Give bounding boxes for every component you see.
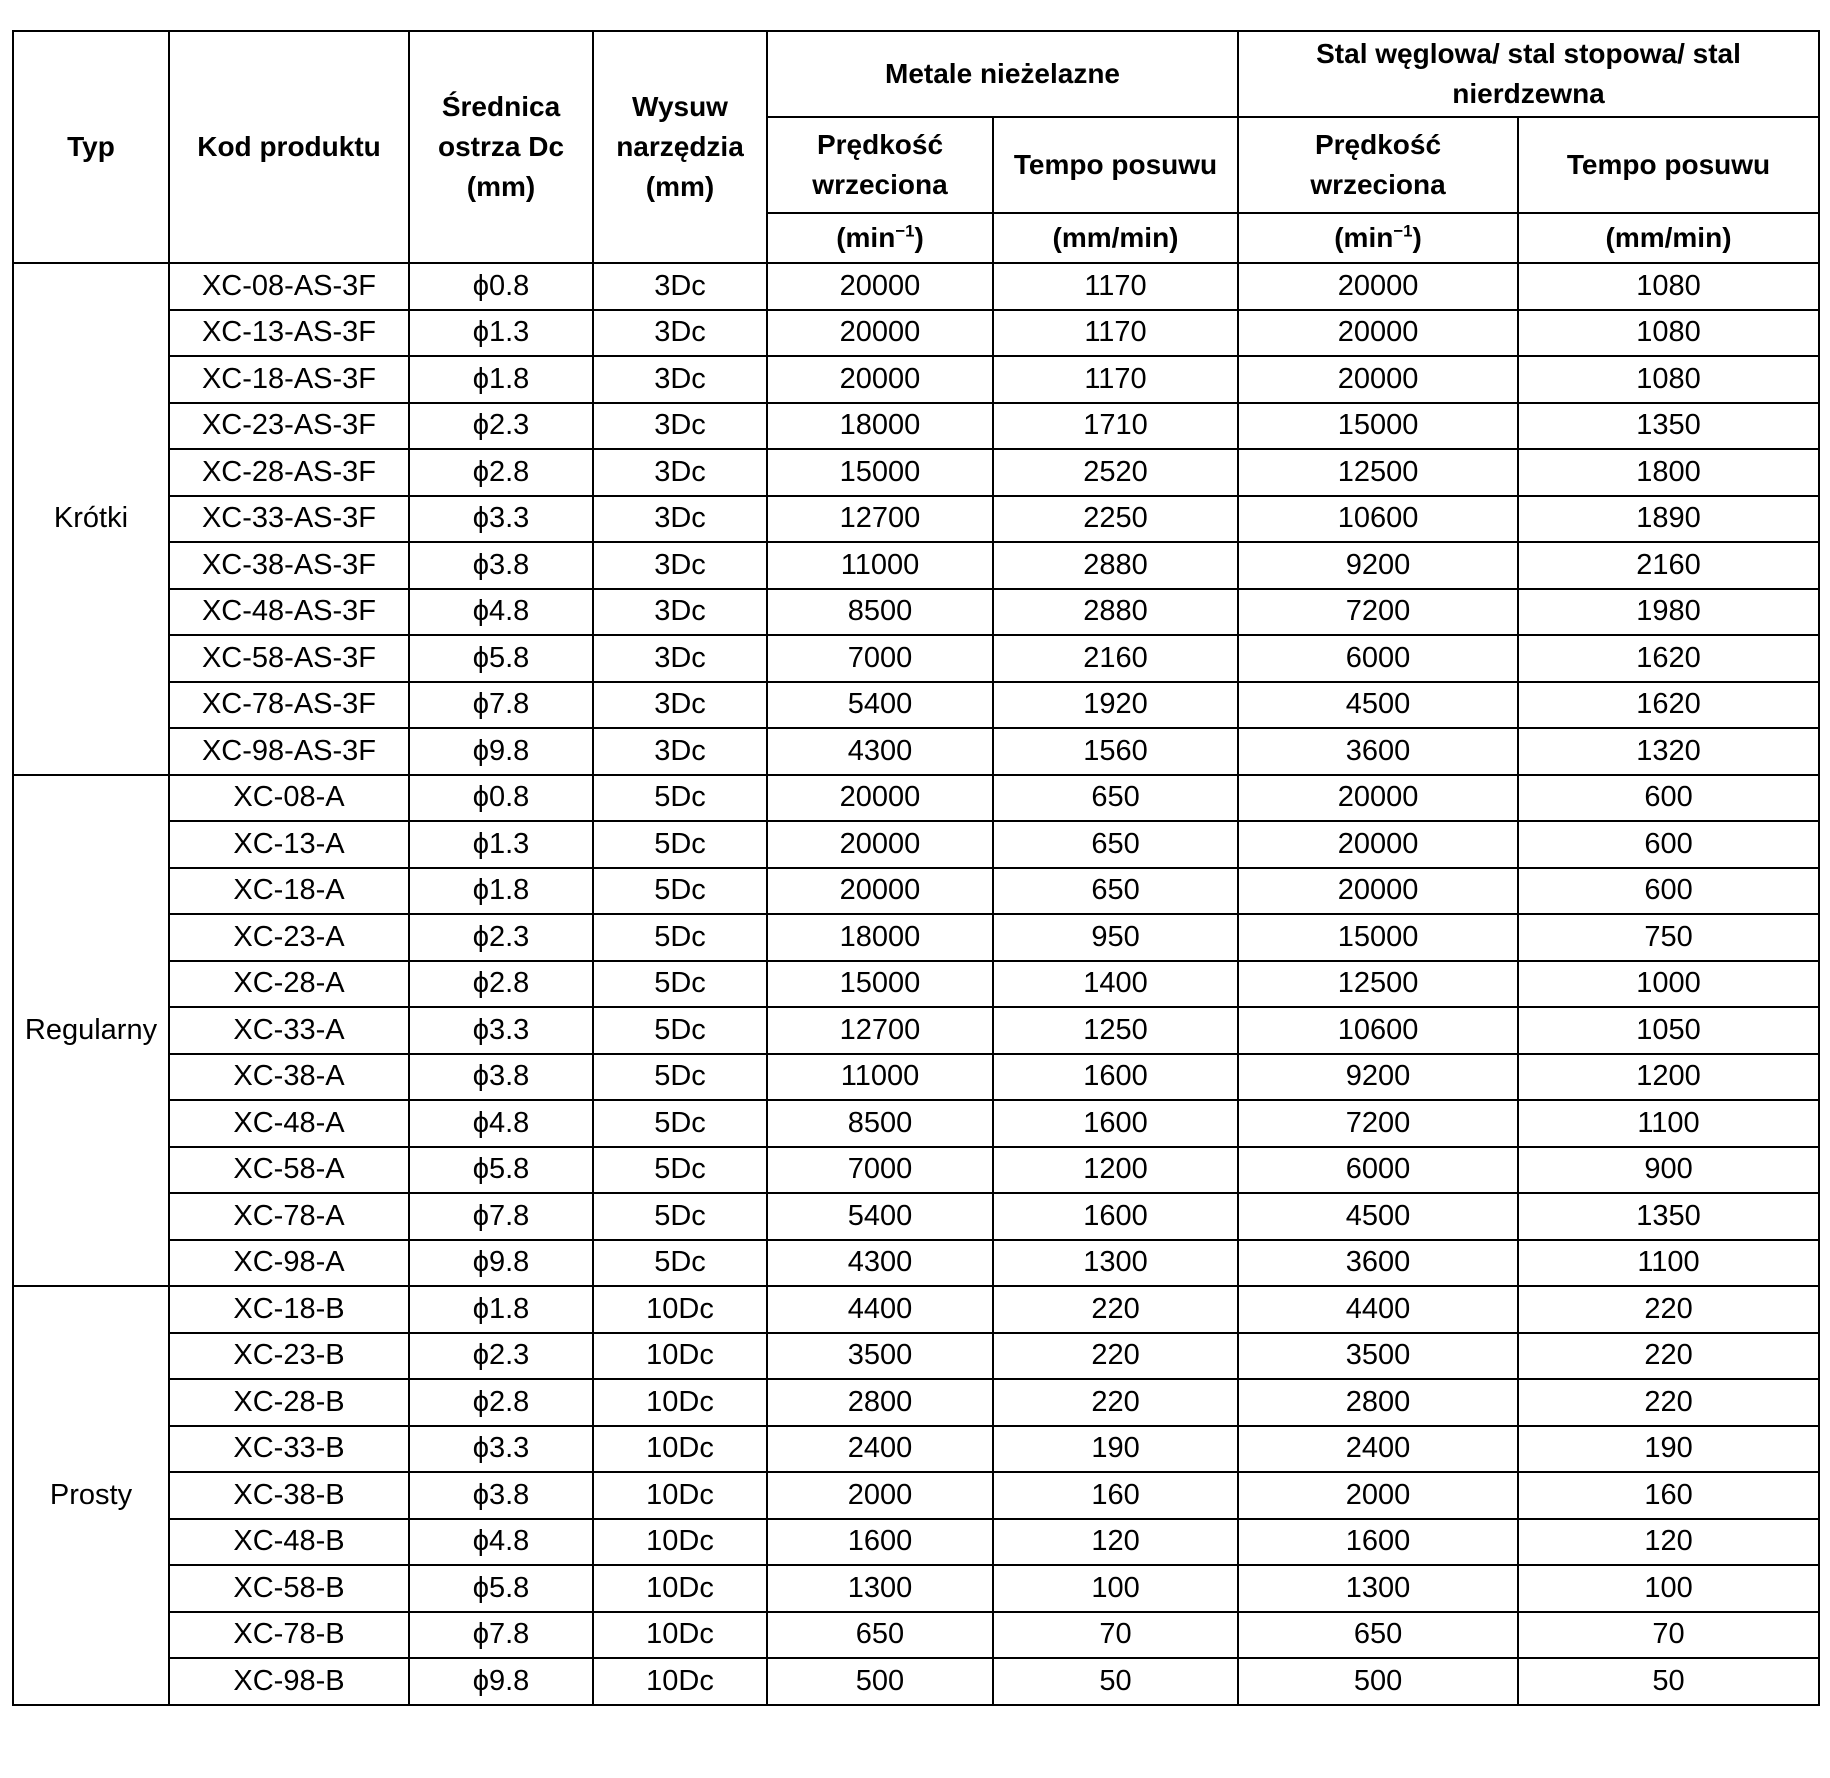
cell-kod-produktu: XC-08-AS-3F <box>169 263 409 310</box>
cell-wysuw: 5Dc <box>593 961 767 1008</box>
cell-feed-steel: 1080 <box>1518 356 1819 403</box>
cell-feed-steel: 1350 <box>1518 1193 1819 1240</box>
cell-speed-nonferrous: 20000 <box>767 263 993 310</box>
cell-srednica: ϕ3.3 <box>409 1007 593 1054</box>
cell-feed-steel: 1800 <box>1518 449 1819 496</box>
cell-feed-nonferrous: 160 <box>993 1472 1238 1519</box>
cell-kod-produktu: XC-58-B <box>169 1565 409 1612</box>
cell-feed-steel: 1200 <box>1518 1054 1819 1101</box>
cell-kod-produktu: XC-48-A <box>169 1100 409 1147</box>
cell-speed-steel: 12500 <box>1238 449 1518 496</box>
table-row <box>13 1426 1819 1473</box>
cell-speed-steel: 2400 <box>1238 1426 1518 1473</box>
cell-feed-steel: 600 <box>1518 775 1819 822</box>
cell-wysuw: 10Dc <box>593 1426 767 1473</box>
cell-speed-nonferrous: 15000 <box>767 961 993 1008</box>
cell-feed-nonferrous: 100 <box>993 1565 1238 1612</box>
cell-srednica: ϕ2.3 <box>409 914 593 961</box>
table-row <box>13 356 1819 403</box>
cell-srednica: ϕ7.8 <box>409 682 593 729</box>
cell-speed-steel: 4500 <box>1238 682 1518 729</box>
header-srednica-line2: ostrza Dc <box>437 131 565 162</box>
unit-speed-exponent: −1 <box>895 221 915 241</box>
header-srednica-line3: (mm) <box>466 171 536 202</box>
cell-speed-steel: 20000 <box>1238 263 1518 310</box>
cell-feed-nonferrous: 1600 <box>993 1193 1238 1240</box>
cell-speed-nonferrous: 12700 <box>767 1007 993 1054</box>
table-row <box>13 1147 1819 1194</box>
cell-speed-nonferrous: 500 <box>767 1658 993 1705</box>
cell-speed-nonferrous: 650 <box>767 1612 993 1659</box>
cell-speed-nonferrous: 1300 <box>767 1565 993 1612</box>
cell-wysuw: 3Dc <box>593 449 767 496</box>
cell-kod-produktu: XC-38-B <box>169 1472 409 1519</box>
cell-srednica: ϕ3.3 <box>409 496 593 543</box>
table-row <box>13 868 1819 915</box>
cell-wysuw: 10Dc <box>593 1658 767 1705</box>
cell-speed-steel: 20000 <box>1238 310 1518 357</box>
cell-srednica: ϕ3.3 <box>409 1426 593 1473</box>
cell-speed-steel: 15000 <box>1238 914 1518 961</box>
cell-kod-produktu: XC-78-A <box>169 1193 409 1240</box>
cell-feed-nonferrous: 190 <box>993 1426 1238 1473</box>
cell-feed-nonferrous: 1710 <box>993 403 1238 450</box>
cell-wysuw: 3Dc <box>593 310 767 357</box>
cell-wysuw: 3Dc <box>593 403 767 450</box>
cell-speed-steel: 3500 <box>1238 1333 1518 1380</box>
header-speed-nonferrous <box>767 117 993 213</box>
cell-feed-nonferrous: 220 <box>993 1379 1238 1426</box>
cell-feed-steel: 1890 <box>1518 496 1819 543</box>
cell-speed-steel: 20000 <box>1238 821 1518 868</box>
cell-wysuw: 10Dc <box>593 1333 767 1380</box>
table-row <box>13 1333 1819 1380</box>
header-kod-produktu: Kod produktu <box>169 31 409 263</box>
cell-speed-nonferrous: 7000 <box>767 1147 993 1194</box>
cell-kod-produktu: XC-13-A <box>169 821 409 868</box>
cell-speed-steel: 7200 <box>1238 589 1518 636</box>
cell-speed-steel: 20000 <box>1238 868 1518 915</box>
cell-speed-nonferrous: 11000 <box>767 1054 993 1101</box>
table-row <box>13 961 1819 1008</box>
cell-speed-nonferrous: 20000 <box>767 356 993 403</box>
table-row <box>13 1240 1819 1287</box>
cell-wysuw: 3Dc <box>593 263 767 310</box>
cell-srednica: ϕ1.3 <box>409 310 593 357</box>
unit-speed-base: (min <box>1334 222 1394 253</box>
cell-speed-steel: 6000 <box>1238 1147 1518 1194</box>
table-row <box>13 682 1819 729</box>
table-row <box>13 310 1819 357</box>
cell-kod-produktu: XC-13-AS-3F <box>169 310 409 357</box>
cell-feed-steel: 1080 <box>1518 310 1819 357</box>
cell-feed-steel: 1080 <box>1518 263 1819 310</box>
table-row <box>13 728 1819 775</box>
cell-wysuw: 10Dc <box>593 1565 767 1612</box>
header-unit-speed-nonferrous <box>767 213 993 263</box>
cell-feed-steel: 1000 <box>1518 961 1819 1008</box>
table-row <box>13 542 1819 589</box>
cell-speed-steel: 650 <box>1238 1612 1518 1659</box>
table-row <box>13 1379 1819 1426</box>
unit-speed-base: (min <box>836 222 896 253</box>
table-row <box>13 775 1819 822</box>
cell-feed-nonferrous: 1560 <box>993 728 1238 775</box>
cell-srednica: ϕ0.8 <box>409 775 593 822</box>
cell-feed-steel: 1100 <box>1518 1240 1819 1287</box>
cell-speed-nonferrous: 20000 <box>767 868 993 915</box>
cell-feed-steel: 1980 <box>1518 589 1819 636</box>
cell-feed-nonferrous: 1400 <box>993 961 1238 1008</box>
cell-speed-nonferrous: 8500 <box>767 1100 993 1147</box>
cell-feed-nonferrous: 220 <box>993 1333 1238 1380</box>
table-row <box>13 496 1819 543</box>
cell-wysuw: 10Dc <box>593 1519 767 1566</box>
table-row <box>13 821 1819 868</box>
cell-wysuw: 5Dc <box>593 775 767 822</box>
cell-feed-steel: 220 <box>1518 1333 1819 1380</box>
cell-feed-steel: 100 <box>1518 1565 1819 1612</box>
cell-kod-produktu: XC-33-AS-3F <box>169 496 409 543</box>
cell-srednica: ϕ7.8 <box>409 1193 593 1240</box>
cell-srednica: ϕ2.3 <box>409 403 593 450</box>
cell-speed-steel: 7200 <box>1238 1100 1518 1147</box>
table-row <box>13 589 1819 636</box>
cell-feed-nonferrous: 1170 <box>993 356 1238 403</box>
header-typ: Typ <box>13 31 169 263</box>
cell-feed-steel: 1620 <box>1518 682 1819 729</box>
cell-kod-produktu: XC-98-A <box>169 1240 409 1287</box>
cell-feed-steel: 600 <box>1518 821 1819 868</box>
cell-feed-steel: 120 <box>1518 1519 1819 1566</box>
cell-srednica: ϕ9.8 <box>409 728 593 775</box>
cell-wysuw: 10Dc <box>593 1612 767 1659</box>
header-speed-line1: Prędkość <box>1314 129 1442 160</box>
cell-speed-steel: 20000 <box>1238 775 1518 822</box>
table-row <box>13 635 1819 682</box>
table-row <box>13 914 1819 961</box>
cell-wysuw: 5Dc <box>593 1054 767 1101</box>
cell-wysuw: 3Dc <box>593 589 767 636</box>
cell-feed-nonferrous: 1170 <box>993 310 1238 357</box>
cell-feed-steel: 70 <box>1518 1612 1819 1659</box>
cell-srednica: ϕ3.8 <box>409 1472 593 1519</box>
cell-srednica: ϕ5.8 <box>409 635 593 682</box>
cell-feed-nonferrous: 70 <box>993 1612 1238 1659</box>
cell-speed-nonferrous: 2000 <box>767 1472 993 1519</box>
header-group-stal-line2: nierdzewna <box>1452 78 1605 109</box>
cell-wysuw: 3Dc <box>593 682 767 729</box>
cell-feed-nonferrous: 2880 <box>993 542 1238 589</box>
cell-feed-steel: 1050 <box>1518 1007 1819 1054</box>
cell-kod-produktu: XC-28-AS-3F <box>169 449 409 496</box>
type-cell: Regularny <box>13 775 169 1287</box>
cell-kod-produktu: XC-98-AS-3F <box>169 728 409 775</box>
cell-wysuw: 5Dc <box>593 821 767 868</box>
cell-srednica: ϕ9.8 <box>409 1658 593 1705</box>
header-group-stal <box>1238 31 1819 117</box>
cell-feed-nonferrous: 2520 <box>993 449 1238 496</box>
cell-srednica: ϕ2.3 <box>409 1333 593 1380</box>
cell-speed-steel: 6000 <box>1238 635 1518 682</box>
cell-feed-nonferrous: 2160 <box>993 635 1238 682</box>
cell-wysuw: 5Dc <box>593 1147 767 1194</box>
cell-speed-nonferrous: 4300 <box>767 728 993 775</box>
cell-srednica: ϕ3.8 <box>409 542 593 589</box>
cell-speed-nonferrous: 5400 <box>767 1193 993 1240</box>
cell-srednica: ϕ1.3 <box>409 821 593 868</box>
cell-feed-nonferrous: 650 <box>993 775 1238 822</box>
cell-wysuw: 5Dc <box>593 1100 767 1147</box>
cell-speed-nonferrous: 2800 <box>767 1379 993 1426</box>
cell-srednica: ϕ5.8 <box>409 1565 593 1612</box>
cell-speed-steel: 3600 <box>1238 728 1518 775</box>
cell-speed-nonferrous: 18000 <box>767 914 993 961</box>
header-speed-line2: wrzeciona <box>812 169 948 200</box>
cell-wysuw: 5Dc <box>593 868 767 915</box>
cell-kod-produktu: XC-18-A <box>169 868 409 915</box>
cell-kod-produktu: XC-23-AS-3F <box>169 403 409 450</box>
cell-wysuw: 5Dc <box>593 1193 767 1240</box>
cell-speed-steel: 1300 <box>1238 1565 1518 1612</box>
cell-kod-produktu: XC-23-A <box>169 914 409 961</box>
table-row <box>13 449 1819 496</box>
cell-kod-produktu: XC-38-A <box>169 1054 409 1101</box>
header-group-metale-niezelazne: Metale nieżelazne <box>767 31 1238 117</box>
cell-kod-produktu: XC-78-B <box>169 1612 409 1659</box>
cell-wysuw: 3Dc <box>593 635 767 682</box>
cell-feed-nonferrous: 1250 <box>993 1007 1238 1054</box>
table-header <box>13 31 1819 263</box>
cell-feed-steel: 600 <box>1518 868 1819 915</box>
cell-kod-produktu: XC-78-AS-3F <box>169 682 409 729</box>
table-row <box>13 1565 1819 1612</box>
cell-feed-steel: 1620 <box>1518 635 1819 682</box>
cell-feed-nonferrous: 120 <box>993 1519 1238 1566</box>
cell-feed-nonferrous: 1600 <box>993 1054 1238 1101</box>
type-cell: Prosty <box>13 1286 169 1705</box>
header-srednica-line1: Średnica <box>441 91 561 122</box>
cell-wysuw: 10Dc <box>593 1472 767 1519</box>
cell-feed-nonferrous: 650 <box>993 868 1238 915</box>
table-row <box>13 263 1819 310</box>
table-body <box>13 263 1819 1705</box>
cell-feed-nonferrous: 50 <box>993 1658 1238 1705</box>
cell-speed-steel: 1600 <box>1238 1519 1518 1566</box>
cell-wysuw: 5Dc <box>593 1007 767 1054</box>
cell-wysuw: 5Dc <box>593 1240 767 1287</box>
type-cell: Krótki <box>13 263 169 775</box>
cell-speed-steel: 10600 <box>1238 496 1518 543</box>
cell-kod-produktu: XC-33-B <box>169 1426 409 1473</box>
cell-speed-steel: 10600 <box>1238 1007 1518 1054</box>
table-row <box>13 1193 1819 1240</box>
cell-speed-nonferrous: 7000 <box>767 635 993 682</box>
cell-feed-steel: 2160 <box>1518 542 1819 589</box>
header-feed-nonferrous: Tempo posuwu <box>993 117 1238 213</box>
cell-srednica: ϕ5.8 <box>409 1147 593 1194</box>
cell-srednica: ϕ4.8 <box>409 589 593 636</box>
header-wysuw-line1: Wysuw <box>632 91 728 122</box>
cell-feed-steel: 1320 <box>1518 728 1819 775</box>
cell-srednica: ϕ2.8 <box>409 961 593 1008</box>
header-unit-feed-nonferrous: (mm/min) <box>993 213 1238 263</box>
cell-srednica: ϕ0.8 <box>409 263 593 310</box>
header-unit-feed-steel: (mm/min) <box>1518 213 1819 263</box>
cell-kod-produktu: XC-08-A <box>169 775 409 822</box>
cell-feed-nonferrous: 2250 <box>993 496 1238 543</box>
cell-speed-nonferrous: 11000 <box>767 542 993 589</box>
cell-kod-produktu: XC-33-A <box>169 1007 409 1054</box>
cell-feed-nonferrous: 220 <box>993 1286 1238 1333</box>
cell-wysuw: 3Dc <box>593 728 767 775</box>
header-speed-line2: wrzeciona <box>1310 169 1446 200</box>
cell-srednica: ϕ4.8 <box>409 1519 593 1566</box>
cell-speed-steel: 9200 <box>1238 542 1518 589</box>
cell-speed-steel: 500 <box>1238 1658 1518 1705</box>
table-row <box>13 1100 1819 1147</box>
cell-speed-nonferrous: 20000 <box>767 775 993 822</box>
cell-speed-steel: 4500 <box>1238 1193 1518 1240</box>
cell-kod-produktu: XC-28-A <box>169 961 409 1008</box>
cell-kod-produktu: XC-18-AS-3F <box>169 356 409 403</box>
table-container <box>12 30 1818 1706</box>
cell-speed-nonferrous: 8500 <box>767 589 993 636</box>
cell-feed-steel: 160 <box>1518 1472 1819 1519</box>
cell-feed-nonferrous: 2880 <box>993 589 1238 636</box>
table-row <box>13 403 1819 450</box>
cell-srednica: ϕ1.8 <box>409 356 593 403</box>
cell-srednica: ϕ1.8 <box>409 1286 593 1333</box>
cutting-parameters-table <box>12 30 1820 1706</box>
table-row <box>13 1658 1819 1705</box>
cell-kod-produktu: XC-38-AS-3F <box>169 542 409 589</box>
cell-speed-nonferrous: 4300 <box>767 1240 993 1287</box>
cell-feed-steel: 1350 <box>1518 403 1819 450</box>
cell-srednica: ϕ4.8 <box>409 1100 593 1147</box>
cell-feed-steel: 220 <box>1518 1286 1819 1333</box>
cell-speed-steel: 12500 <box>1238 961 1518 1008</box>
cell-wysuw: 5Dc <box>593 914 767 961</box>
unit-speed-exponent: −1 <box>1393 221 1413 241</box>
cell-feed-steel: 190 <box>1518 1426 1819 1473</box>
cell-kod-produktu: XC-18-B <box>169 1286 409 1333</box>
cell-feed-nonferrous: 1170 <box>993 263 1238 310</box>
cell-srednica: ϕ2.8 <box>409 449 593 496</box>
cell-kod-produktu: XC-23-B <box>169 1333 409 1380</box>
cell-kod-produktu: XC-98-B <box>169 1658 409 1705</box>
cell-srednica: ϕ1.8 <box>409 868 593 915</box>
header-wysuw-line2: narzędzia <box>616 131 744 162</box>
cell-feed-nonferrous: 1920 <box>993 682 1238 729</box>
cell-wysuw: 3Dc <box>593 496 767 543</box>
cell-feed-steel: 900 <box>1518 1147 1819 1194</box>
cell-speed-nonferrous: 12700 <box>767 496 993 543</box>
cell-speed-steel: 4400 <box>1238 1286 1518 1333</box>
cell-feed-nonferrous: 1300 <box>993 1240 1238 1287</box>
header-wysuw <box>593 31 767 263</box>
cell-feed-steel: 220 <box>1518 1379 1819 1426</box>
cell-kod-produktu: XC-28-B <box>169 1379 409 1426</box>
cell-srednica: ϕ2.8 <box>409 1379 593 1426</box>
table-row <box>13 1286 1819 1333</box>
header-unit-speed-steel <box>1238 213 1518 263</box>
cell-speed-nonferrous: 18000 <box>767 403 993 450</box>
table-row <box>13 1519 1819 1566</box>
cell-srednica: ϕ9.8 <box>409 1240 593 1287</box>
cell-speed-steel: 15000 <box>1238 403 1518 450</box>
header-srednica <box>409 31 593 263</box>
cell-speed-nonferrous: 5400 <box>767 682 993 729</box>
cell-speed-steel: 2800 <box>1238 1379 1518 1426</box>
cell-kod-produktu: XC-58-AS-3F <box>169 635 409 682</box>
unit-speed-close: ) <box>914 222 924 253</box>
cell-feed-steel: 750 <box>1518 914 1819 961</box>
cell-feed-steel: 1100 <box>1518 1100 1819 1147</box>
cell-speed-steel: 3600 <box>1238 1240 1518 1287</box>
cell-speed-nonferrous: 4400 <box>767 1286 993 1333</box>
cell-feed-nonferrous: 650 <box>993 821 1238 868</box>
cell-feed-steel: 50 <box>1518 1658 1819 1705</box>
cell-speed-steel: 20000 <box>1238 356 1518 403</box>
cell-srednica: ϕ7.8 <box>409 1612 593 1659</box>
table-row <box>13 1612 1819 1659</box>
cell-feed-nonferrous: 1200 <box>993 1147 1238 1194</box>
cell-speed-nonferrous: 1600 <box>767 1519 993 1566</box>
cell-speed-steel: 2000 <box>1238 1472 1518 1519</box>
cell-srednica: ϕ3.8 <box>409 1054 593 1101</box>
cell-speed-nonferrous: 2400 <box>767 1426 993 1473</box>
header-speed-line1: Prędkość <box>816 129 944 160</box>
cell-kod-produktu: XC-58-A <box>169 1147 409 1194</box>
header-group-stal-line1: Stal węglowa/ stal stopowa/ stal <box>1316 38 1741 69</box>
cell-wysuw: 3Dc <box>593 356 767 403</box>
table-row <box>13 1054 1819 1101</box>
cell-kod-produktu: XC-48-B <box>169 1519 409 1566</box>
cell-speed-nonferrous: 20000 <box>767 310 993 357</box>
cell-feed-nonferrous: 1600 <box>993 1100 1238 1147</box>
cell-speed-nonferrous: 3500 <box>767 1333 993 1380</box>
cell-speed-nonferrous: 20000 <box>767 821 993 868</box>
table-row <box>13 1007 1819 1054</box>
cell-wysuw: 10Dc <box>593 1379 767 1426</box>
cell-speed-steel: 9200 <box>1238 1054 1518 1101</box>
header-feed-steel: Tempo posuwu <box>1518 117 1819 213</box>
unit-speed-close: ) <box>1412 222 1422 253</box>
table-row <box>13 1472 1819 1519</box>
cell-speed-nonferrous: 15000 <box>767 449 993 496</box>
cell-wysuw: 3Dc <box>593 542 767 589</box>
header-wysuw-line3: (mm) <box>645 171 715 202</box>
cell-feed-nonferrous: 950 <box>993 914 1238 961</box>
header-speed-steel <box>1238 117 1518 213</box>
cell-kod-produktu: XC-48-AS-3F <box>169 589 409 636</box>
cell-wysuw: 10Dc <box>593 1286 767 1333</box>
